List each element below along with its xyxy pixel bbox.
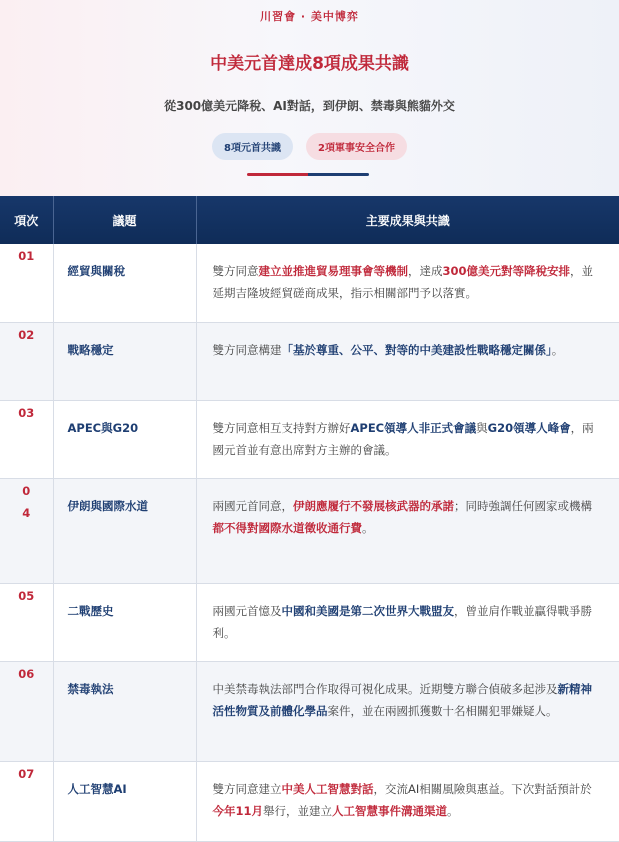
table-row bbox=[0, 322, 619, 400]
row-number-digit: 4 bbox=[22, 505, 31, 520]
highlight-text: APEC領導人非正式會議 bbox=[350, 420, 477, 435]
header-divider bbox=[247, 173, 369, 176]
highlight-text: 建立並推進貿易理事會等機制 bbox=[258, 264, 408, 278]
table-row bbox=[0, 244, 619, 322]
table-header-row bbox=[0, 196, 619, 244]
highlight-text: 300億美元對等降稅安排 bbox=[442, 264, 571, 278]
table-row bbox=[0, 761, 619, 841]
description-text: 。 bbox=[447, 803, 459, 818]
description-text: 。 bbox=[362, 520, 374, 535]
row-number: 06 bbox=[0, 661, 53, 761]
highlight-text: 伊朗應履行不發展核武器的承諾 bbox=[293, 498, 454, 513]
highlight-text: 「基於尊重、公平、對等的中美建設性戰略穩定關係」 bbox=[281, 342, 552, 357]
column-header-topic: 議題 bbox=[53, 196, 196, 244]
header-kicker: 川習會 · 美中博弈 bbox=[260, 10, 359, 23]
row-description bbox=[196, 244, 619, 322]
description-text: 雙方同意 bbox=[212, 264, 259, 278]
description-text: ，交流AI相關風險與惠益。下次對話預計於 bbox=[373, 781, 592, 796]
column-header-index: 項次 bbox=[0, 196, 53, 244]
row-topic: 經貿與關稅 bbox=[53, 244, 196, 322]
description-text: 雙方同意建立 bbox=[212, 781, 282, 796]
highlight-text: 新精神活性物質及前體化學品 bbox=[212, 681, 592, 718]
description-text: 中美禁毒執法部門合作取得可視化成果。近期雙方聯合偵破多起涉及 bbox=[212, 681, 558, 696]
row-number: 02 bbox=[0, 322, 53, 400]
row-description bbox=[196, 400, 619, 478]
description-text: ；同時強調任何國家或機構 bbox=[454, 498, 592, 513]
row-topic: 伊朗與國際水道 bbox=[53, 478, 196, 583]
description-text: 兩國元首憶及 bbox=[212, 603, 282, 618]
description-text: 兩國元首同意， bbox=[212, 498, 293, 513]
row-topic: 戰略穩定 bbox=[53, 322, 196, 400]
description-text: 舉行，並建立 bbox=[263, 803, 333, 818]
description-text: ，曾並肩作戰並贏得戰爭勝利。 bbox=[212, 603, 592, 640]
highlight-text: 都不得對國際水道徵收通行費 bbox=[212, 520, 362, 535]
description-text: ，達成 bbox=[408, 264, 443, 278]
highlight-text: 今年11月 bbox=[212, 803, 264, 818]
table-row bbox=[0, 661, 619, 761]
military-badge: 2項軍事安全合作 bbox=[306, 133, 407, 160]
description-text: 。 bbox=[551, 342, 564, 357]
row-description bbox=[196, 583, 619, 661]
table-row bbox=[0, 583, 619, 661]
consensus-badge: 8項元首共識 bbox=[212, 133, 293, 160]
row-description bbox=[196, 761, 619, 841]
table-row bbox=[0, 478, 619, 583]
row-number: 07 bbox=[0, 761, 53, 841]
row-topic: APEC與G20 bbox=[53, 400, 196, 478]
row-number: 01 bbox=[0, 244, 53, 322]
row-number: 05 bbox=[0, 583, 53, 661]
description-text: ，並延期吉隆坡經貿磋商成果，指示相關部門予以落實。 bbox=[212, 264, 594, 300]
badge-group bbox=[0, 133, 619, 160]
row-topic: 二戰歷史 bbox=[53, 583, 196, 661]
description-text: 案件，並在兩國抓獲數十名相關犯罪嫌疑人。 bbox=[327, 703, 558, 718]
row-description bbox=[196, 661, 619, 761]
table-row bbox=[0, 400, 619, 478]
column-header-outcome: 主要成果與共識 bbox=[196, 196, 619, 244]
description-text: 雙方同意相互支持對方辦好 bbox=[212, 420, 351, 435]
description-text: ，兩國元首並有意出席對方主辦的會議。 bbox=[212, 420, 594, 457]
description-text: 雙方同意構建 bbox=[212, 342, 282, 357]
row-description bbox=[196, 478, 619, 583]
highlight-text: 中國和美國是第二次世界大戰盟友 bbox=[281, 603, 454, 618]
row-number: 03 bbox=[0, 400, 53, 478]
highlight-text: 中美人工智慧對話 bbox=[281, 781, 374, 796]
description-text: 與 bbox=[476, 420, 488, 435]
page-title: 中美元首達成8項成果共識 bbox=[210, 54, 409, 74]
page-subtitle: 從300億美元降稅、AI對話，到伊朗、禁毒與熊貓外交 bbox=[164, 99, 455, 113]
outcomes-table bbox=[0, 196, 619, 842]
row-description bbox=[196, 322, 619, 400]
row-topic: 人工智慧AI bbox=[53, 761, 196, 841]
row-number-digit: 0 bbox=[22, 483, 31, 498]
header-section bbox=[0, 0, 619, 196]
row-topic: 禁毒執法 bbox=[53, 661, 196, 761]
highlight-text: 人工智慧事件溝通渠道 bbox=[332, 803, 448, 818]
row-number bbox=[0, 478, 53, 583]
highlight-text: G20領導人峰會 bbox=[487, 420, 571, 435]
